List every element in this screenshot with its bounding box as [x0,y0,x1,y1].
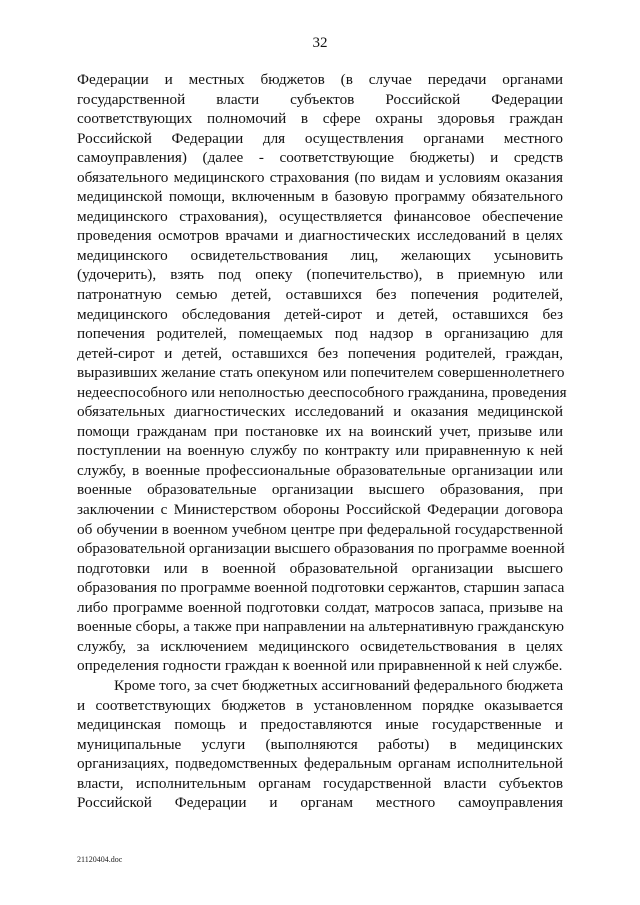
text-line: Российской Федерации для осуществления органами местного [77,129,563,147]
document-body [77,70,567,813]
text-line: самоуправления) (далее - соответствующие бюджеты) и средств [77,149,563,167]
text-line: детей-сирот и детей, оставшихся без попечения родителей, граждан, [77,344,563,362]
paragraph [77,676,563,813]
paragraph [77,70,567,676]
text-line: службу, за исключением медицинского освидетельствования в целях [77,637,563,655]
text-line: попечения родителей, помещаемых под надзор в организацию для [77,325,563,343]
text-line: медицинская помощь и предоставляются иные государственные и [77,716,563,734]
text-line: образовательной организации высшего образования по программе военной [77,540,565,558]
text-line: организациях, подведомственных федеральным органам исполнительной [77,755,563,773]
text-line: проведения осмотров врачами и диагностических исследований в целях [77,227,563,245]
file-name-footer: 21120404.doc [77,855,123,864]
text-line: службу, в военные профессиональные образовательные организации или [77,461,563,479]
text-line: поступлении на военную службу по контракту или приравненную к ней [77,442,563,460]
text-line: Федерации и местных бюджетов (в случае передачи органами [77,71,563,88]
text-line: образования по программе военной подготовки сержантов, старшин запаса [77,579,565,597]
text-line: обязательных диагностических исследований и оказания медицинской [77,403,563,421]
text-line: Кроме того, за счет бюджетных ассигнований федерального бюджета [114,676,564,694]
text-line: помощи гражданам при постановке их на воинский учет, призыве или [77,422,563,440]
text-line: медицинского страхования), осуществляется финансовое обеспечение [77,207,563,225]
text-line: военные образовательные организации высшего образования, при [77,481,563,499]
text-line: медицинского обследования детей-сирот и детей, оставшихся без [77,305,563,323]
text-line: соответствующих полномочий в сфере охраны здоровья граждан [77,110,563,128]
text-line: патронатную семью детей, оставшихся без попечения родителей, [77,286,563,304]
text-line: обязательного медицинского страхования (по видам и условиям оказания [77,168,563,186]
text-line: об обучении в военном учебном центре при федеральной государственной [77,520,563,538]
text-line: подготовки или в военной образовательной организации высшего [77,559,563,577]
text-line: военные сборы, а также при направлении на альтернативную гражданскую [77,618,564,636]
text-line: либо программе военной подготовки солдат, матросов запаса, призыве на [77,598,563,616]
text-line: выразивших желание стать опекуном или попечителем совершеннолетнего [77,364,565,382]
text-line: заключении с Министерством обороны Российской Федерации договора [77,501,563,519]
text-line: медицинского освидетельствования лиц, желающих усыновить [77,246,563,264]
text-line: государственной власти субъектов Российской Федерации [77,90,563,108]
text-line: медицинской помощи, включенным в базовую программу обязательного [77,188,563,206]
text-line: муниципальные услуги (выполняются работы) в медицинских [77,735,563,753]
text-line: недееспособного или неполностью дееспособного гражданина, проведения [77,383,567,401]
text-line: власти, исполнительным органам государственной власти субъектов [77,774,563,792]
text-line: определения годности граждан к военной или приравненной к ней службе. [77,657,563,675]
text-line: и соответствующих бюджетов в установленном порядке оказывается [77,696,563,714]
text-line: (удочерить), взять под опеку (попечительство), в приемную или [77,266,563,284]
page-number: 32 [312,35,328,51]
text-line: Российской Федерации и органам местного самоуправления [77,794,563,812]
